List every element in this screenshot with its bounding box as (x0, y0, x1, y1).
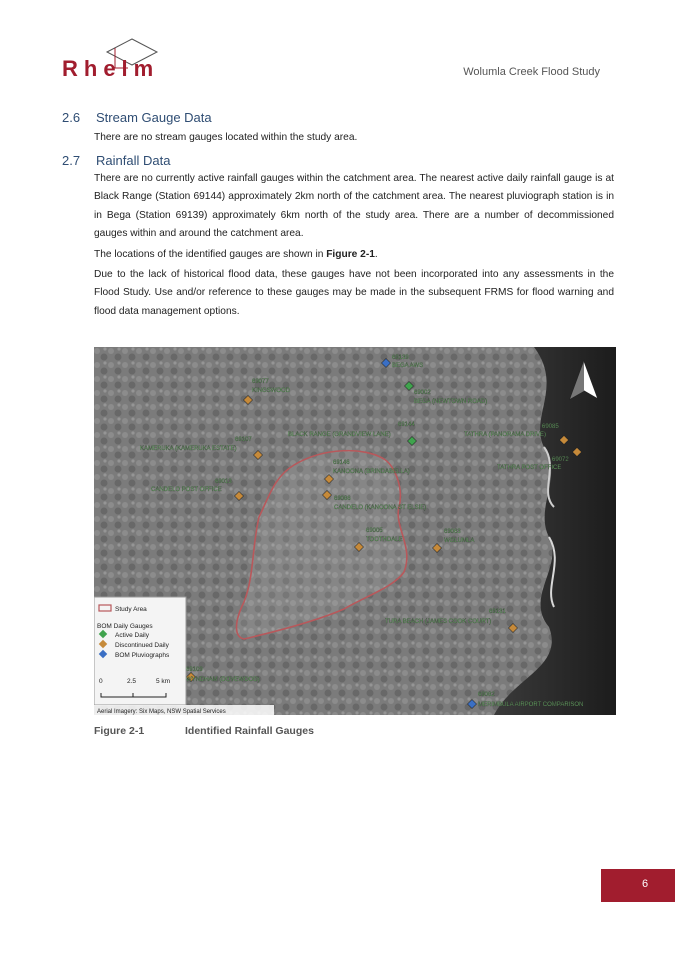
gauge-name-label: WOLUMLA (444, 538, 475, 544)
logo-text: Rhelm (62, 56, 160, 81)
gauge-name-label: TURA BEACH (JAMES COOK COURT) (385, 619, 492, 625)
legend-active: Active Daily (115, 632, 149, 639)
rainfall-paragraph-2 (94, 246, 614, 264)
page-number-box (601, 869, 675, 902)
gauge-name-label: TATHRA POST OFFICE (497, 465, 562, 471)
section-number: 2.7 (62, 153, 81, 168)
gauge-name-label: KAMERUKA (KAMERUKA ESTATE) (140, 446, 237, 452)
gauge-name-label: CANDELO (KANOONA ST ELSIE) (334, 505, 427, 511)
scale-label-2: 5 km (156, 678, 171, 685)
scale-label-0: 0 (99, 678, 103, 685)
gauge-id-label: 69131 (489, 609, 506, 615)
gauge-id-label: 69077 (252, 379, 269, 385)
rainfall-paragraph-3: Due to the lack of historical flood data, these gauges have not been incorporated into any assessments in the Flood Study. Use and/or reference to these gauges may be made in the subsequent FRMS for flood warning and flood data management options. (94, 269, 614, 317)
scale-label-1: 2.5 (127, 678, 137, 685)
section-title: Stream Gauge Data (96, 110, 212, 125)
gauge-id-label: 69085 (542, 424, 559, 430)
paragraph-text: . (374, 249, 378, 260)
gauge-name-label: CANDELO POST OFFICE (151, 487, 222, 493)
legend-box (94, 597, 186, 705)
gauge-id-label: 69082 (478, 692, 495, 698)
gauge-name-label: BLACK RANGE (GRANDVIEW LANE) (288, 432, 391, 438)
gauge-name-label: BEGA (NEWTOWN ROAD) (414, 399, 488, 405)
rainfall-paragraph-1: There are no currently active rainfall gauges within the catchment area. The nearest active daily rainfall gauge is at Black Range (Station 69144) approximately 2km north of the catchment area. The nearest pluviograph station is in in Bega (Station 69139) approximately 6km north of the study area. There are a number of decommissioned gauges within and around the catchment area. (94, 173, 614, 239)
gauge-name-label: TATHRA (PANORAMA DRIVE) (464, 432, 547, 438)
section-number: 2.6 (62, 110, 81, 125)
gauge-name-label: TOOTHDALE (366, 537, 403, 543)
legend-group-title: BOM Daily Gauges (97, 623, 153, 630)
gauge-id-label: 69107 (235, 437, 252, 443)
gauge-name-label: MERIMBULA AIRPORT COMPARISON (478, 702, 584, 708)
map-credit: Aerial Imagery: Six Maps, NSW Spatial Services (97, 709, 226, 715)
legend-pluvio: BOM Pluviographs (115, 652, 170, 659)
page-number: 6 (642, 878, 649, 890)
figure-number: Figure 2-1 (94, 725, 145, 737)
map-legend (94, 597, 186, 705)
legend-study-area: Study Area (115, 606, 147, 613)
gauge-id-label: 69139 (392, 355, 409, 361)
map-svg (94, 347, 616, 715)
gauge-id-label: 69013 (215, 479, 232, 485)
gauge-id-label: 69072 (552, 457, 569, 463)
legend-discontinued: Discontinued Daily (115, 642, 169, 649)
stream-gauge-paragraph: There are no stream gauges located within the study area. (94, 132, 358, 143)
gauge-name-label: KINGSWOOD (252, 388, 291, 394)
gauge-id-label: 69005 (366, 528, 383, 534)
gauge-id-label: 69144 (398, 422, 415, 428)
figure-title: Identified Rainfall Gauges (185, 725, 314, 737)
gauge-name-label: WYNDHAM (DOVEWOOD) (186, 677, 260, 683)
gauge-id-label: 69109 (186, 667, 203, 673)
figure-caption (94, 725, 314, 737)
gauge-id-label: 69086 (334, 496, 351, 502)
section-heading-2-7 (62, 153, 170, 168)
gauge-name-label: BEGA AWS (392, 363, 424, 369)
section-heading-2-6 (62, 110, 212, 125)
gauge-id-label: 69063 (444, 529, 461, 535)
gauge-id-label: 69146 (333, 460, 350, 466)
paragraph-text: The locations of the identified gauges are shown in (94, 249, 327, 260)
section-title: Rainfall Data (96, 153, 171, 168)
document-title: Wolumla Creek Flood Study (463, 66, 600, 78)
figure-reference[interactable]: Figure 2-1 (326, 249, 375, 260)
gauge-id-label: 69002 (414, 390, 431, 396)
rainfall-gauge-map (94, 347, 616, 715)
gauge-name-label: KANOONA (BRINDABELLA) (333, 469, 410, 475)
rhelm-logo (62, 38, 182, 82)
